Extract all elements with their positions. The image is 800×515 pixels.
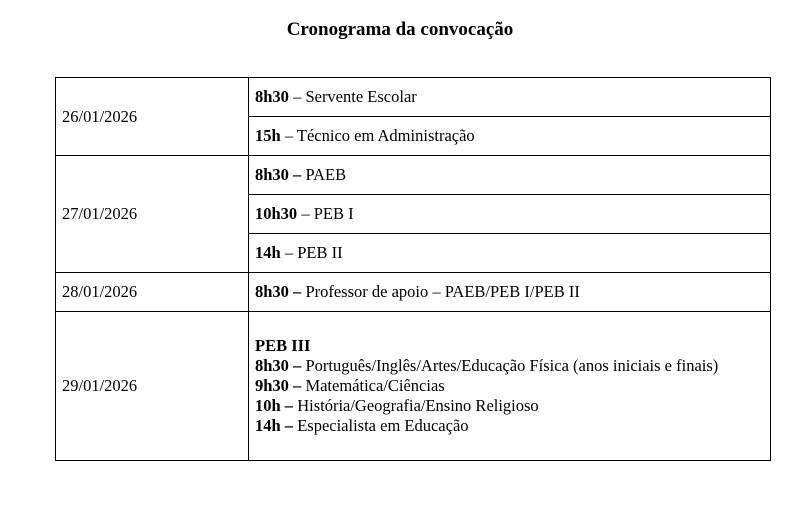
schedule-entry [255, 356, 764, 376]
entry-separator: – [280, 126, 297, 145]
entry-time: 10h30 [255, 204, 298, 223]
entry-label: Servente Escolar [305, 87, 417, 106]
entry-time: 8h30 – [255, 356, 302, 375]
entry-time: 8h30 [255, 87, 289, 106]
date-cell: 29/01/2026 [56, 312, 249, 461]
group-heading-text: PEB III [255, 336, 311, 355]
entry-label: História/Geografia/Ensino Religioso [297, 396, 539, 415]
page-title: Cronograma da convocação [286, 19, 514, 40]
schedule-entry-group [249, 312, 771, 461]
entry-time: 14h – [255, 416, 294, 435]
schedule-entry [249, 273, 771, 312]
entry-time: 8h30 – [255, 165, 302, 184]
schedule-entry [255, 376, 764, 396]
date-cell: 26/01/2026 [56, 78, 249, 156]
entry-label: Especialista em Educação [297, 416, 469, 435]
date-cell: 28/01/2026 [56, 273, 249, 312]
table-row [56, 78, 771, 117]
entry-time: 9h30 – [255, 376, 302, 395]
entry-time: 14h [255, 243, 281, 262]
entry-time: 10h – [255, 396, 294, 415]
entry-label: Matemática/Ciências [305, 376, 445, 395]
schedule-entry [249, 234, 771, 273]
entry-time: 15h [255, 126, 281, 145]
schedule-entry [255, 396, 764, 416]
entry-time: 8h30 – [255, 282, 302, 301]
entry-label: Técnico em Administração [296, 126, 475, 145]
entry-label: Professor de apoio – PAEB/PEB I/PEB II [305, 282, 580, 301]
entry-label: PAEB [305, 165, 347, 184]
schedule-entry [255, 416, 764, 436]
group-heading [255, 336, 764, 356]
entry-separator: – [297, 204, 314, 223]
table-row [56, 156, 771, 195]
entry-separator: – [280, 243, 298, 262]
schedule-entry [249, 156, 771, 195]
date-cell: 27/01/2026 [56, 156, 249, 273]
entry-separator: – [288, 87, 306, 106]
entry-label: PEB I [313, 204, 354, 223]
schedule-entry [249, 78, 771, 117]
schedule-entry [249, 195, 771, 234]
table-row [56, 312, 771, 461]
table-row [56, 273, 771, 312]
schedule-table [55, 77, 771, 461]
schedule-entry [249, 117, 771, 156]
entry-label: Português/Inglês/Artes/Educação Física (anos iniciais e finais) [305, 356, 719, 375]
entry-label: PEB II [297, 243, 343, 262]
